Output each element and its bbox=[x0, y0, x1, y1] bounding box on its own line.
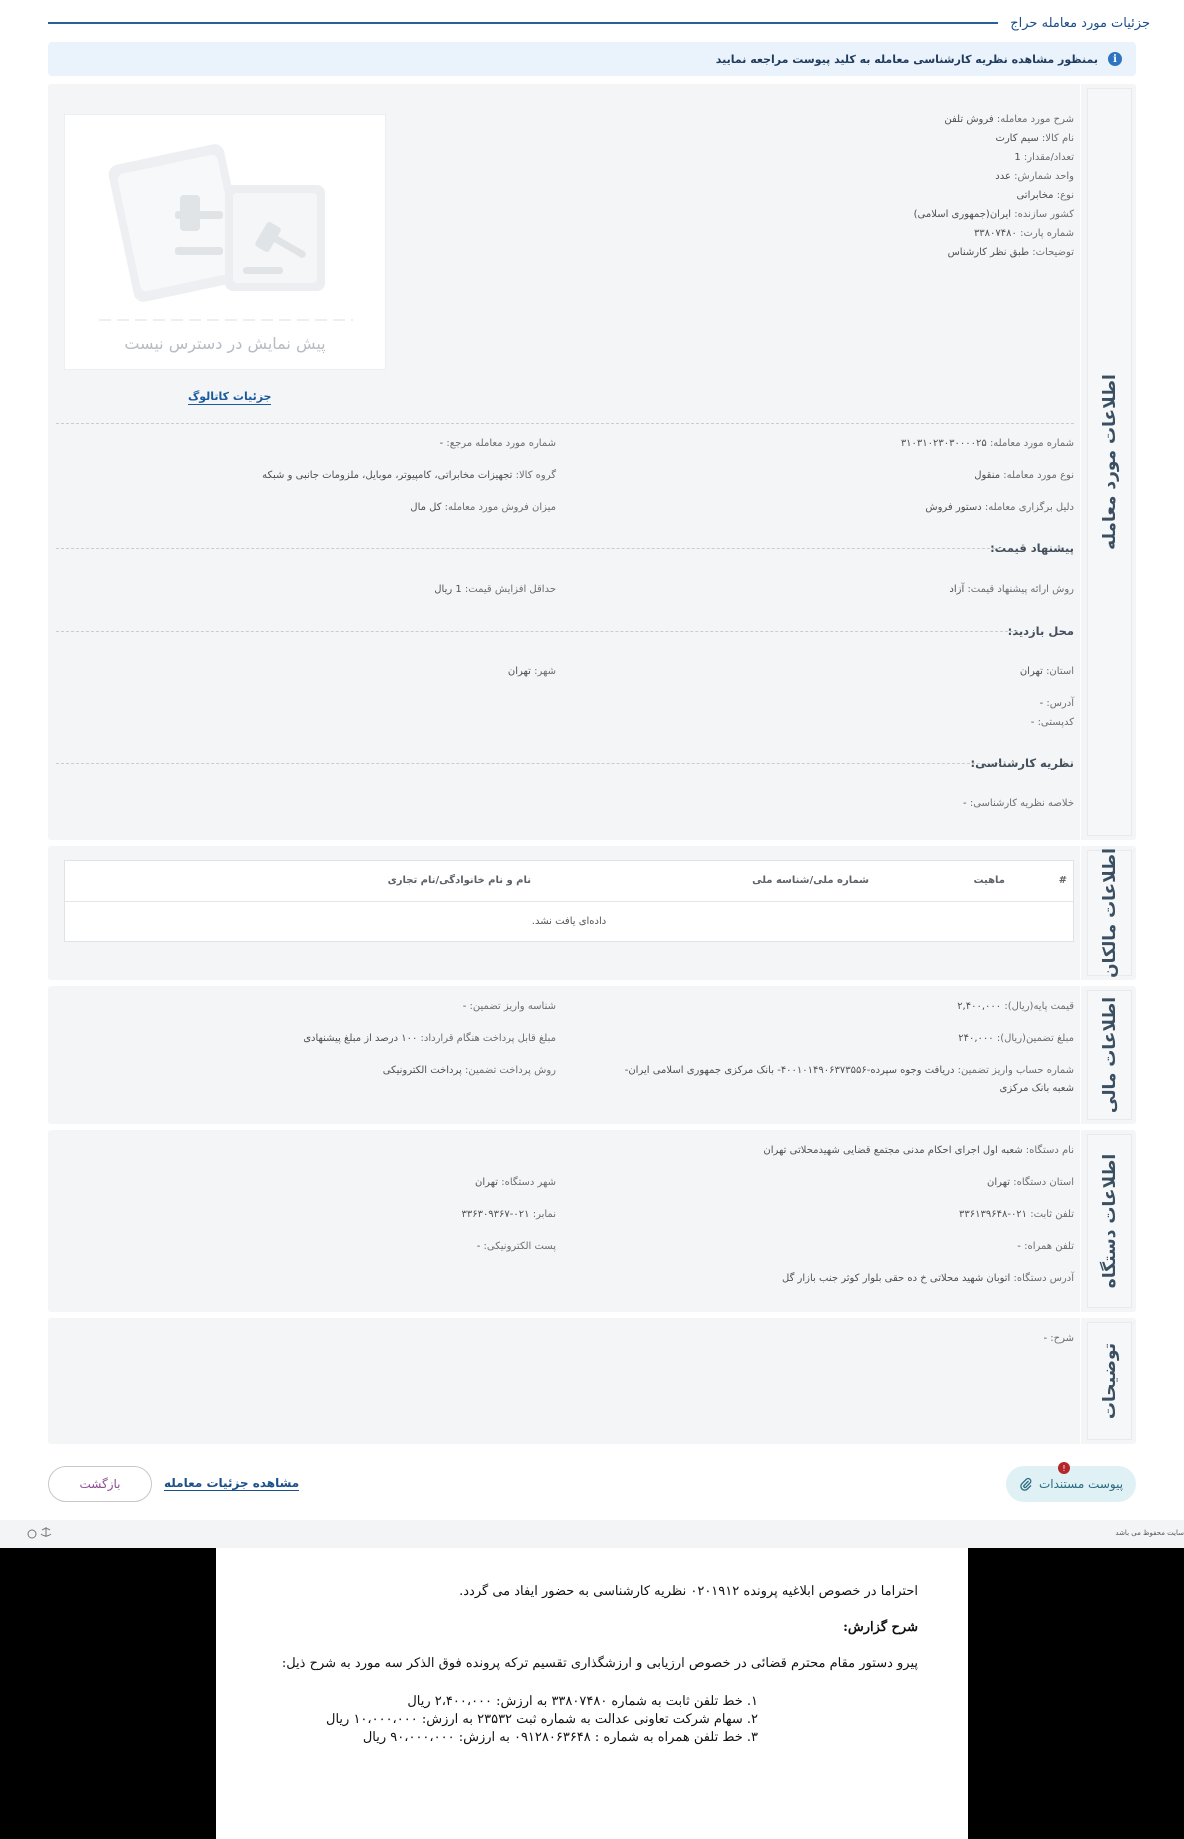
divider bbox=[56, 548, 1000, 549]
preview-unavailable-text: پیش نمایش در دسترس نیست bbox=[124, 334, 326, 353]
finance-section bbox=[48, 986, 1136, 1124]
owners-body bbox=[56, 846, 1074, 980]
item-part-number: شماره پارت: ۳۳۸۰۷۴۸۰ bbox=[973, 228, 1074, 239]
agency-email: پست الکترونیکی: - bbox=[476, 1241, 556, 1252]
scanned-document bbox=[0, 1548, 1184, 1839]
item-quantity: تعداد/مقدار: 1 bbox=[1014, 152, 1074, 163]
agency-body bbox=[56, 1130, 1074, 1312]
deposit-account-branch: شعبه بانک مرکزی bbox=[999, 1083, 1074, 1094]
table-empty-message: داده‌ای یافت نشد. bbox=[531, 916, 607, 927]
owners-table-header bbox=[65, 861, 1073, 902]
notes-section bbox=[48, 1318, 1136, 1444]
document-list-item: ۳. خط تلفن همراه به شماره : ۰۹۱۲۸۰۶۳۶۴۸ به ارزش: ۹۰،۰۰۰،۰۰۰ ریال bbox=[362, 1730, 758, 1745]
owners-side bbox=[1080, 846, 1136, 980]
deposit-id: شناسه واریز تضمین: - bbox=[462, 1001, 556, 1012]
banner-text: بمنظور مشاهده نظریه کارشناسی معامله به کلید پیوست مراجعه نمایید bbox=[715, 52, 1098, 66]
owners-table bbox=[64, 860, 1074, 942]
deal-number: شماره مورد معامله: ۳۱۰۳۱۰۲۳۰۳۰۰۰۰۲۵ bbox=[900, 438, 1074, 449]
item-type: نوع: مخابراتی bbox=[1016, 190, 1074, 201]
expert-heading: نظریه کارشناسی: bbox=[970, 756, 1074, 770]
item-product-name: نام کالا: سیم کارت bbox=[995, 133, 1074, 144]
document-page bbox=[216, 1548, 968, 1839]
agency-side bbox=[1080, 1130, 1136, 1312]
attachments-label: پیوست مستندات bbox=[1038, 1477, 1124, 1491]
divider bbox=[56, 763, 1000, 764]
column-index: # bbox=[1058, 875, 1067, 886]
agency-mobile: تلفن همراه: - bbox=[1017, 1241, 1074, 1252]
notes-desc: شرح: - bbox=[1043, 1333, 1074, 1344]
item-notes: توضیحات: طبق نظر کارشناس bbox=[947, 247, 1074, 258]
owners-section bbox=[48, 846, 1136, 980]
view-deal-details-link[interactable]: مشاهده جزئیات معامله bbox=[164, 1476, 300, 1490]
copyright-text: سایت محفوظ می باشد bbox=[1115, 1529, 1184, 1537]
page-title: جزئیات مورد معامله حراج bbox=[1010, 15, 1150, 31]
visit-heading: محل بازدید: bbox=[1007, 624, 1074, 638]
payable-amount: مبلغ قابل پرداخت هنگام قرارداد: ۱۰۰ درصد از مبلغ پیشنهادی bbox=[303, 1033, 556, 1044]
agency-city: شهر دستگاه: تهران bbox=[475, 1177, 556, 1188]
notes-side bbox=[1080, 1318, 1136, 1444]
price-offer-heading: پیشنهاد قیمت: bbox=[990, 541, 1074, 555]
divider bbox=[56, 423, 1074, 424]
goods-group: گروه کالا: تجهیزات مخابراتی، کامپیوتر، موبایل، ملزومات جانبی و شبکه bbox=[262, 470, 556, 481]
agency-name: نام دستگاه: شعبه اول اجرای احکام مدنی مجتمع قضایی شهیدمحلاتی تهران bbox=[763, 1145, 1074, 1156]
ref-number: شماره مورد معامله مرجع: - bbox=[439, 438, 556, 449]
visit-city: شهر: تهران bbox=[507, 666, 556, 677]
item-info-section bbox=[48, 84, 1136, 840]
agency-phone: تلفن ثابت: ۰۲۱-۳۳۶۱۳۹۶۴۸ bbox=[958, 1209, 1074, 1220]
deposit-account: شماره حساب واریز تضمین: دریافت وجوه سپرده-۴۰۰۱۰۱۴۹۰۶۳۷۳۵۵۶- بانک مرکزی جمهوری اسلامی ایران- bbox=[624, 1065, 1074, 1076]
sale-amount: میزان فروش مورد معامله: کل مال bbox=[410, 502, 556, 513]
notes-title: توضیحات bbox=[1099, 1342, 1120, 1420]
column-national-id: شماره ملی/شناسه ملی bbox=[752, 875, 869, 886]
deal-type: نوع مورد معامله: منقول bbox=[974, 470, 1074, 481]
site-footer bbox=[0, 1520, 1184, 1548]
page-header bbox=[48, 12, 1150, 34]
attachments-button[interactable] bbox=[1006, 1466, 1136, 1502]
agency-section bbox=[48, 1130, 1136, 1312]
item-info-side bbox=[1080, 84, 1136, 840]
info-banner bbox=[48, 42, 1136, 76]
item-unit: واحد شمارش: عدد bbox=[995, 171, 1074, 182]
column-nature: ماهیت bbox=[973, 875, 1005, 886]
item-description: شرح مورد معامله: فروش تلفن bbox=[944, 114, 1074, 125]
visit-address: آدرس: - bbox=[1039, 698, 1074, 709]
min-increase: حداقل افزایش قیمت: 1 ریال bbox=[434, 584, 556, 595]
notes-body bbox=[56, 1318, 1074, 1444]
item-country: کشور سازنده: ایران(جمهوری اسلامی) bbox=[913, 209, 1074, 220]
emblem-icon bbox=[26, 1524, 56, 1544]
agency-address: آدرس دستگاه: اتوبان شهید محلاتی خ ده حقی بلوار کوثر جنب بازار گل bbox=[782, 1273, 1074, 1284]
item-info-body bbox=[56, 84, 1074, 840]
catalog-preview bbox=[64, 114, 386, 370]
finance-side bbox=[1080, 986, 1136, 1124]
document-intro: احتراما در خصوص ابلاغیه پرونده ۰۲۰۱۹۱۲ نظریه کارشناسی به حضور ایفاد می گردد. bbox=[459, 1584, 918, 1599]
guarantee-amount: مبلغ تضمین(ریال): ۲۴۰,۰۰۰ bbox=[958, 1033, 1074, 1044]
agency-title: اطلاعات دستگاه bbox=[1099, 1153, 1120, 1289]
document-list-item: ۱. خط تلفن ثابت به شماره ۳۳۸۰۷۴۸۰ به ارزش: ۲،۴۰۰،۰۰۰ ریال bbox=[407, 1694, 758, 1709]
header-divider bbox=[48, 22, 998, 24]
document-paragraph: پیرو دستور مقام محترم قضائی در خصوص ارزیابی و ارزشگذاری تقسیم ترکه پرونده فوق الذکر سه مورد به شرح ذیل: bbox=[281, 1656, 918, 1671]
visit-postal: کدپستی: - bbox=[1030, 717, 1074, 728]
attachments-badge: ! bbox=[1058, 1462, 1070, 1474]
finance-title: اطلاعات مالی bbox=[1099, 996, 1120, 1114]
column-name: نام و نام خانوادگی/نام تجاری bbox=[387, 875, 531, 886]
document-list-item: ۲. سهام شرکت تعاونی عدالت به شماره ثبت ۲۳۵۳۲ به ارزش: ۱۰،۰۰۰،۰۰۰ ریال bbox=[326, 1712, 758, 1727]
payment-method: روش پرداخت تضمین: پرداخت الکترونیکی bbox=[382, 1065, 556, 1076]
deal-reason: دلیل برگزاری معامله: دستور فروش bbox=[925, 502, 1074, 513]
visit-province: استان: تهران bbox=[1019, 666, 1074, 677]
agency-fax: نمابر: ۰۲۱-۳۳۶۳۰۹۳۶۷ bbox=[461, 1209, 556, 1220]
base-price: قیمت پایه(ریال): ۲,۴۰۰,۰۰۰ bbox=[957, 1001, 1074, 1012]
info-icon: i bbox=[1108, 52, 1122, 66]
agency-province: استان دستگاه: تهران bbox=[986, 1177, 1074, 1188]
divider bbox=[56, 631, 1018, 632]
owners-title: اطلاعات مالکان bbox=[1099, 848, 1120, 978]
catalog-details-link[interactable]: جزئیات کاتالوگ bbox=[188, 390, 272, 403]
back-button[interactable]: بازگشت bbox=[48, 1466, 152, 1502]
expert-summary: خلاصه نظریه کارشناسی: - bbox=[963, 798, 1074, 809]
offer-method: روش ارائه پیشنهاد قیمت: آزاد bbox=[949, 584, 1074, 595]
paperclip-icon bbox=[1019, 1477, 1033, 1491]
auction-gavel-icon bbox=[65, 115, 387, 371]
document-heading: شرح گزارش: bbox=[843, 1620, 918, 1635]
item-info-title: اطلاعات مورد معامله bbox=[1099, 374, 1120, 550]
finance-body bbox=[56, 986, 1074, 1124]
